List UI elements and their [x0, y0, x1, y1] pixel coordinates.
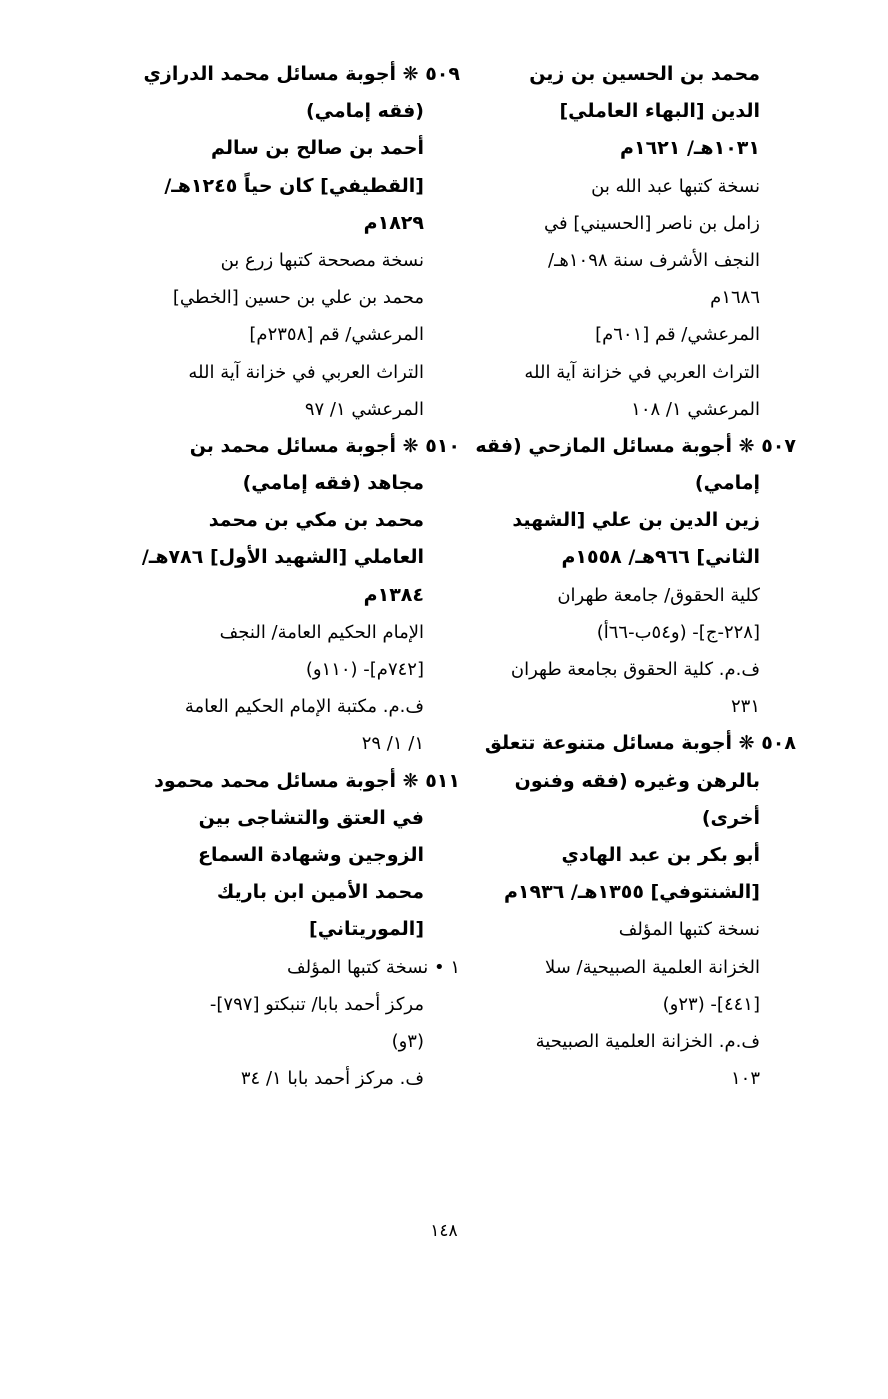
right-column-line: الخزانة العلمية الصبيحية/ سلا: [544, 956, 760, 978]
left-column-line: محمد بن علي بن حسين [الخطي]: [172, 287, 424, 309]
right-column: [466, 56, 796, 1097]
left-column-line: مركز أحمد بابا/ تنبكتو [٧٩٧]-: [209, 993, 424, 1015]
right-column-line: النجف الأشرف سنة ١٠٩٨هـ/: [548, 249, 760, 271]
right-column-line: زين الدين بن علي [الشهيد: [512, 509, 760, 532]
left-column-line: نسخة مصححة كتبها زرع بن: [220, 249, 424, 271]
left-column-line: ف. مركز أحمد بابا ١/ ٣٤: [240, 1068, 424, 1090]
left-column-line: ١٨٢٩م: [363, 211, 424, 234]
left-column: [92, 56, 460, 1097]
left-column-line: محمد الأمين ابن باريك: [216, 881, 424, 904]
left-column-line: مجاهد (فقه إمامي): [242, 472, 424, 495]
left-column-line: [الموريتاني]: [309, 918, 424, 941]
right-column-line: زامل بن ناصر [الحسيني] في: [544, 212, 760, 234]
right-column-line: ١٠٣: [730, 1068, 760, 1090]
right-column-line: إمامي): [694, 472, 760, 495]
page-number: ١٤٨: [430, 1221, 458, 1241]
left-column-line: [٧٤٢م]- (١١٠و): [305, 659, 424, 680]
left-column-line: العاملي [الشهيد الأول] ٧٨٦هـ/: [141, 546, 424, 569]
left-column-line: (فقه إمامي): [305, 100, 424, 123]
right-column-line: ١٠٣١هـ/ ١٦٢١م: [620, 137, 760, 160]
left-column-line: ٥٠٩ ❋ أجوبة مسائل محمد الدرازي: [143, 63, 460, 85]
left-column-line: ٥١١ ❋ أجوبة مسائل محمد محمود: [154, 769, 460, 792]
right-column-line: محمد بن الحسين بن زين: [529, 63, 760, 85]
left-column-line: ف.م. مكتبة الإمام الحكيم العامة: [184, 696, 424, 718]
right-column-line: ٢٣١: [730, 696, 760, 718]
right-column-line: أخرى): [701, 806, 760, 829]
left-column-line: ١ • نسخة كتبها المؤلف: [286, 956, 460, 978]
right-column-line: ف.م. الخزانة العلمية الصبيحية: [535, 1030, 760, 1052]
right-column-line: ف.م. كلية الحقوق بجامعة طهران: [510, 659, 760, 680]
right-column-line: نسخة كتبها عبد الله بن: [591, 175, 760, 197]
right-column-line: الدين [البهاء العاملي]: [559, 100, 760, 123]
left-column-line: ٥١٠ ❋ أجوبة مسائل محمد بن: [189, 434, 460, 457]
left-column-line: أحمد بن صالح بن سالم: [210, 137, 424, 160]
left-column-line: المرعشي ١/ ٩٧: [304, 398, 424, 420]
left-column-line: المرعشي/ قم [٢٣٥٨م]: [249, 324, 424, 346]
left-column-line: التراث العربي في خزانة آية الله: [188, 361, 424, 383]
right-column-line: [٤٤١]- (٢٣و): [662, 993, 760, 1015]
left-column-line: ١٣٨٤م: [363, 583, 424, 606]
right-column-line: [الشنتوفي] ١٣٥٥هـ/ ١٩٣٦م: [503, 881, 760, 904]
right-column-line: ٥٠٨ ❋ أجوبة مسائل متنوعة تتعلق: [484, 732, 796, 755]
right-column-line: ١٦٨٦م: [710, 287, 760, 309]
left-column-line: في العتق والتشاجى بين: [198, 806, 424, 829]
right-column-line: التراث العربي في خزانة آية الله: [524, 361, 760, 383]
right-column-line: كلية الحقوق/ جامعة طهران: [557, 584, 760, 606]
left-column-line: [القطيفي] كان حياً ١٢٤٥هـ/: [164, 174, 424, 197]
left-column-line: ١/ ١/ ٢٩: [361, 733, 424, 755]
right-column-line: [٢٢٨-ج]- (و٥٤ب-٦٦أ): [596, 621, 760, 643]
left-column-line: الإمام الحكيم العامة/ النجف: [219, 621, 424, 643]
right-column-line: المرعشي/ قم [٦٠١م]: [595, 324, 760, 346]
right-column-line: الثاني] ٩٦٦هـ/ ١٥٥٨م: [561, 546, 760, 569]
right-column-line: بالرهن وغيره (فقه وفنون: [514, 769, 760, 792]
right-column-line: المرعشي ١/ ١٠٨: [631, 398, 760, 420]
right-column-line: ٥٠٧ ❋ أجوبة مسائل المازحي (فقه: [475, 434, 796, 457]
right-column-line: أبو بكر بن عبد الهادي: [561, 843, 760, 866]
left-column-line: الزوجين وشهادة السماع: [197, 843, 424, 866]
right-column-line: نسخة كتبها المؤلف: [618, 919, 760, 941]
left-column-line: محمد بن مكي بن محمد: [208, 509, 424, 532]
left-column-line: (٣و): [391, 1030, 424, 1052]
